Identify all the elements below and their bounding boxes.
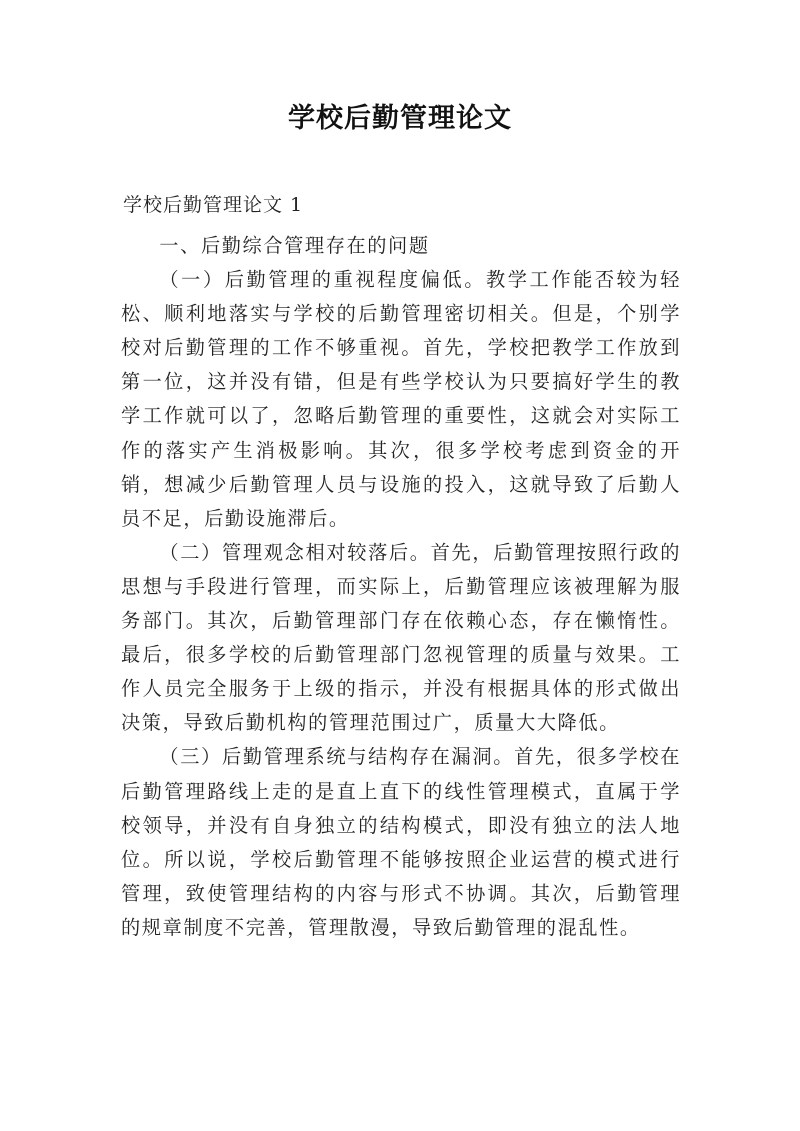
paragraph-3: （三）后勤管理系统与结构存在漏洞。首先，很多学校在后勤管理路线上走的是直上直下的线性管理模式，直属于学校领导，并没有自身独立的结构模式，即没有独立的法人地位。所以说，学校后勤管理不能够按照企业运营的模式进行管理，致使管理结构的内容与形式不协调。其次，后勤管理的规章制度不完善，管理散漫，导致后勤管理的混乱性。: [121, 745, 681, 939]
paragraph-2: （二）管理观念相对较落后。首先，后勤管理按照行政的思想与手段进行管理，而实际上，后勤管理应该被理解为服务部门。其次，后勤管理部门存在依赖心态，存在懒惰性。最后，很多学校的后勤管理部门忽视管理的质量与效果。工作人员完全服务于上级的指示，并没有根据具体的形式做出决策，导致后勤机构的管理范围过广，质量大大降低。: [121, 540, 681, 735]
document-title: 学校后勤管理论文: [288, 103, 512, 134]
document-body: [121, 229, 681, 945]
section-heading: 学校后勤管理论文 1: [123, 194, 304, 216]
paragraph-1: （一）后勤管理的重视程度偏低。教学工作能否较为轻松、顺利地落实与学校的后勤管理密切相关。但是，个别学校对后勤管理的工作不够重视。首先，学校把教学工作放到第一位，这并没有错，但是有些学校认为只要搞好学生的教学工作就可以了，忽略后勤管理的重要性，这就会对实际工作的落实产生消极影响。其次，很多学校考虑到资金的开销，想减少后勤管理人员与设施的投入，这就导致了后勤人员不足，后勤设施滞后。: [121, 268, 681, 530]
paragraph-issues-heading: 一、后勤综合管理存在的问题: [159, 234, 430, 257]
